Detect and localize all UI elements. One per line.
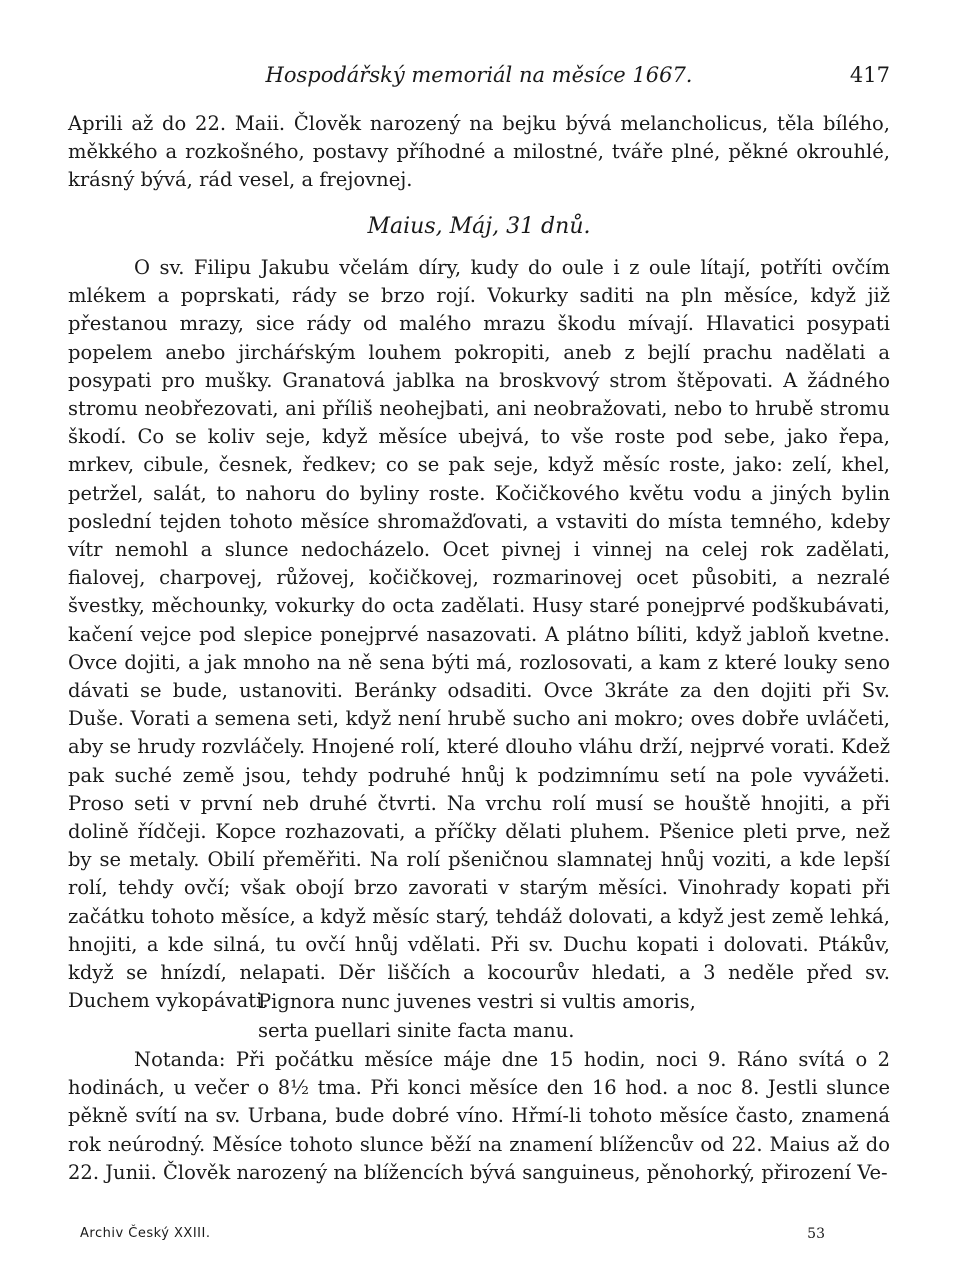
intro-paragraph: Aprili až do 22. Maii. Člověk narozený na bejku bývá melancholicus, těla bílého, měkkého a rozkošného, postavy příhodné a milostné, tváře plné, pěkné okrouhlé, krásný bývá, rád vesel, a frejovnej. — [68, 112, 890, 192]
verse-line: Pignora nunc juvenes vestri si vultis amoris, — [258, 990, 696, 1013]
notanda-paragraph-block — [68, 1046, 890, 1187]
latin-verse — [258, 988, 696, 1045]
page-header — [68, 62, 890, 92]
running-title: Hospodářský memoriál na měsíce 1667. — [265, 63, 693, 87]
section-title: Maius, Máj, 31 dnů. — [367, 214, 591, 239]
page-number: 417 — [849, 63, 890, 87]
signature-number: 53 — [807, 1226, 825, 1242]
main-paragraph-block — [68, 254, 890, 1015]
page-footer — [80, 1226, 825, 1248]
verse-line: serta puellari sinite facta manu. — [258, 1018, 575, 1042]
intro-paragraph-block — [68, 110, 890, 195]
signature-mark: Archiv Český XXIII. — [80, 1226, 211, 1241]
main-paragraph: O sv. Filipu Jakubu včelám díry, kudy do oule i z oule lítají, potříti ovčím mlékem a poprskati, rády se brzo rojí. Vokurky saditi na pln měsíce, když již přestanou mrazy, sice rády od malého mrazu škodu mívají. Hlavatici posypati popelem anebo jircháŕským louhem pokropiti, aneb z bejlí prachu nadělati a posypati pro mušky. Granatová jablka na broskvový strom štěpovati. A žádného stromu neobřezovati, ani příliš neohejbati, ani neobražovati, nebo to hrubě stromu škodí. Co se koliv seje, když měsíce ubejvá, to vše roste pod sebe, jako řepa, mrkev, cibule, česnek, ředkev; co se pak seje, když měsíc roste, jako: zelí, khel, petržel, salát, to nahoru do byliny roste. Kočičkového květu vodu a jiných bylin poslední tejden tohoto měsíce shromažďovati, a vstaviti do místa temného, kdeby vítr nemohl a slunce nedocházelo. Ocet pivnej i vinnej na celej rok zadělati, fialovej, charpovej, růžovej, kočičkovej, rozmarinovej ocet působiti, a nezralé švestky, měchounky, vokurky do octa zadělati. Husy staré ponejprvé podškubávati, kačení vejce pod slepice ponejprvé nasazovati. A plátno bíliti, když jabloň kvetne. Ovce dojiti, a jak mnoho na ně sena býti má, rozlosovati, a kam z které louky seno dávati se bude, ustanoviti. Beránky odsaditi. Ovce 3kráte za den dojiti při Sv. Duše. Vorati a semena seti, když není hrubě sucho ani mokro; oves dobře uvláčeti, aby se hrudy rozvláčely. Hnojené rolí, které dlouho vláhu drží, nejprvé vorati. Kdež pak suché země jsou, tehdy podruhé hnůj k podzimnímu setí na pole vyvážeti. Proso seti v první neb druhé čtvrti. Na vrchu rolí musí se houště hnojiti, a při dolině řídčeji. Kopce rozhazovati, a příčky dělati pluhem. Pšenice pleti prve, než by se metaly. Obilí přeměřiti. Na rolí pšeničnou slamnatej hnůj voziti, a kde lepší rolí, tehdy ovčí; však obojí brzo zavorati v starým měsíci. Vinohrady kopati při začátku tohoto měsíce, a když měsíc starý, tehdáž dolovati, a když jest země lehká, hnojiti, a kde silná, tu ovčí hnůj vdělati. Při sv. Duchu kopati i dolovati. Ptákův, když se hnízdí, nelapati. Děr liščích a kocourův hledati, a 3 neděle před sv. Duchem vykopávati. — [68, 256, 890, 1013]
notanda-paragraph: Notanda: Při počátku měsíce máje dne 15 hodin, noci 9. Ráno svítá o 2 hodinách, u večer o 8½ tma. Při konci měsíce den 16 hod. a noc 8. Jestli slunce pěkně svítí na sv. Urbana, bude dobré víno. Hřmí-li tohoto měsíce často, znamená rok neúrodný. Měsíce tohoto slunce běží na znamení blížencův od 22. Maius až do 22. Junii. Člověk narozený na blížencích bývá sanguineus, pěnohorký, přirození Ve- — [68, 1048, 890, 1184]
